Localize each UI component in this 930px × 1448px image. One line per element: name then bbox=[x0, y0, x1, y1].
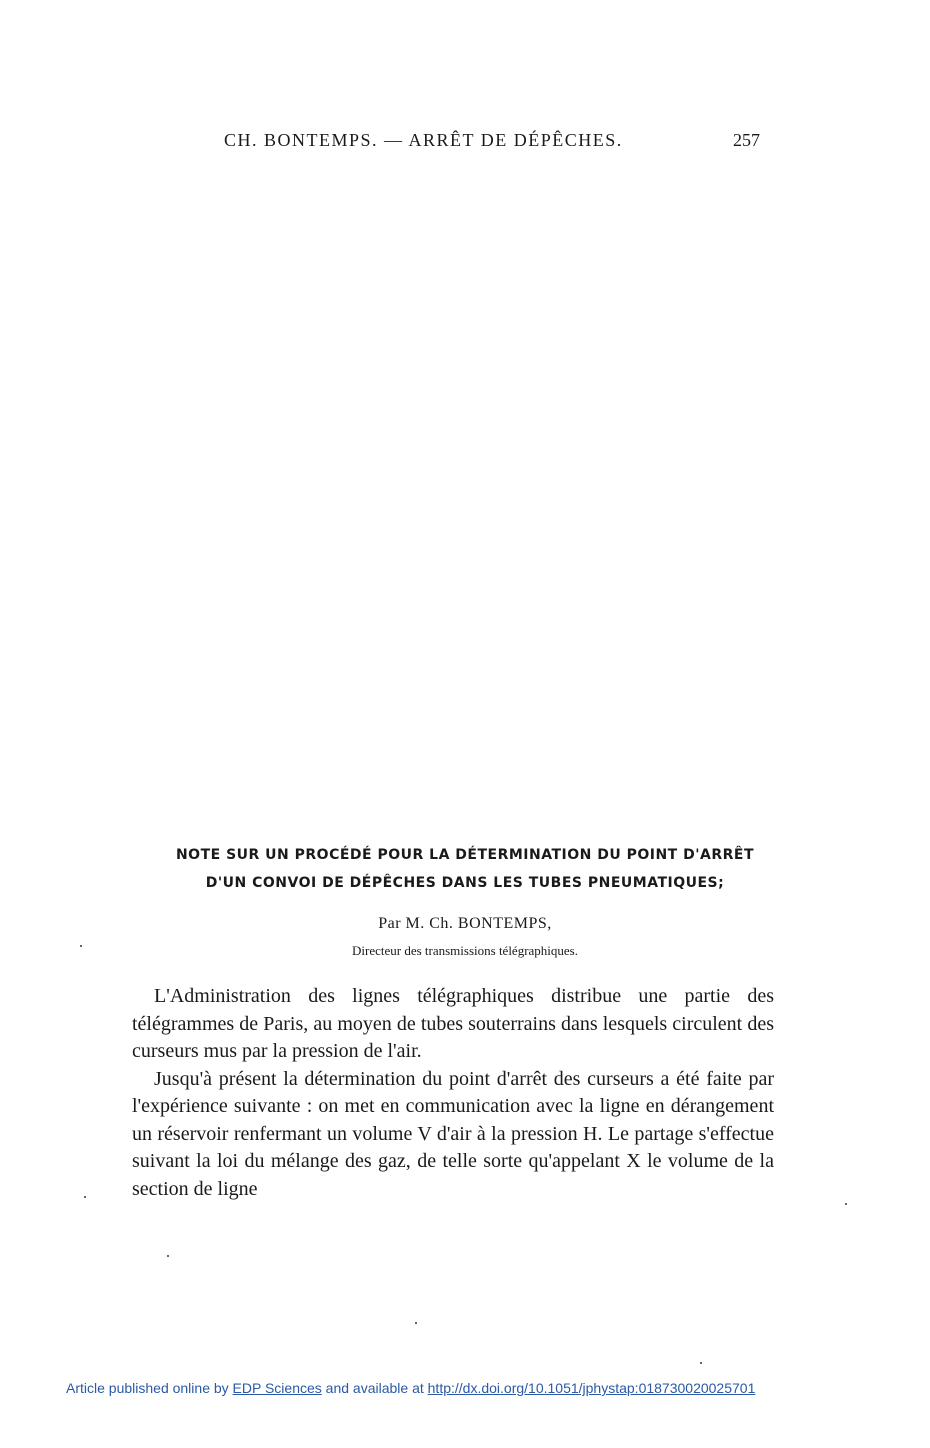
doi-link[interactable]: http://dx.doi.org/10.1051/jphystap:018730020025701 bbox=[427, 1380, 756, 1396]
scan-speck bbox=[167, 1255, 169, 1257]
scan-speck bbox=[84, 1196, 86, 1198]
author-affiliation: Directeur des transmissions télégraphiques. bbox=[352, 943, 578, 958]
body-paragraph-2: Jusqu'à présent la détermination du point d'arrêt des curseurs a été faite par l'expérience suivante : on met en communication avec la ligne en dérangement un réservoir renfermant un volume V d'air à la pression H. Le partage s'effectue suivant la loi du mélange des gaz, de telle sorte qu'appelant X le volume de la section de ligne bbox=[132, 1067, 774, 1200]
scan-speck bbox=[700, 1362, 702, 1364]
author-byline: Par M. Ch. BONTEMPS, bbox=[378, 915, 552, 932]
article-title-line-1: NOTE SUR UN PROCÉDÉ POUR LA DÉTERMINATION DU POINT D'ARRÊT bbox=[175, 847, 755, 863]
publication-footer bbox=[66, 1380, 755, 1396]
page-number: 257 bbox=[733, 130, 760, 150]
article-title-line-2: D'UN CONVOI DE DÉPÊCHES DANS LES TUBES PNEUMATIQUES; bbox=[205, 875, 725, 891]
scan-speck bbox=[80, 945, 82, 947]
article-body bbox=[132, 983, 774, 1203]
running-head: CH. BONTEMPS. — ARRÊT DE DÉPÊCHES. bbox=[224, 130, 623, 150]
footer-middle: and available at bbox=[321, 1380, 428, 1396]
footer-prefix: Article published online by bbox=[66, 1380, 233, 1396]
publisher-link[interactable]: EDP Sciences bbox=[232, 1380, 322, 1396]
scan-speck bbox=[415, 1322, 417, 1324]
body-paragraph-1: L'Administration des lignes télégraphiques distribue une partie des télégrammes de Paris, au moyen de tubes souterrains dans lesquels circulent des curseurs mus par la pression de l'air. bbox=[132, 985, 774, 1062]
scan-speck bbox=[845, 1203, 847, 1205]
